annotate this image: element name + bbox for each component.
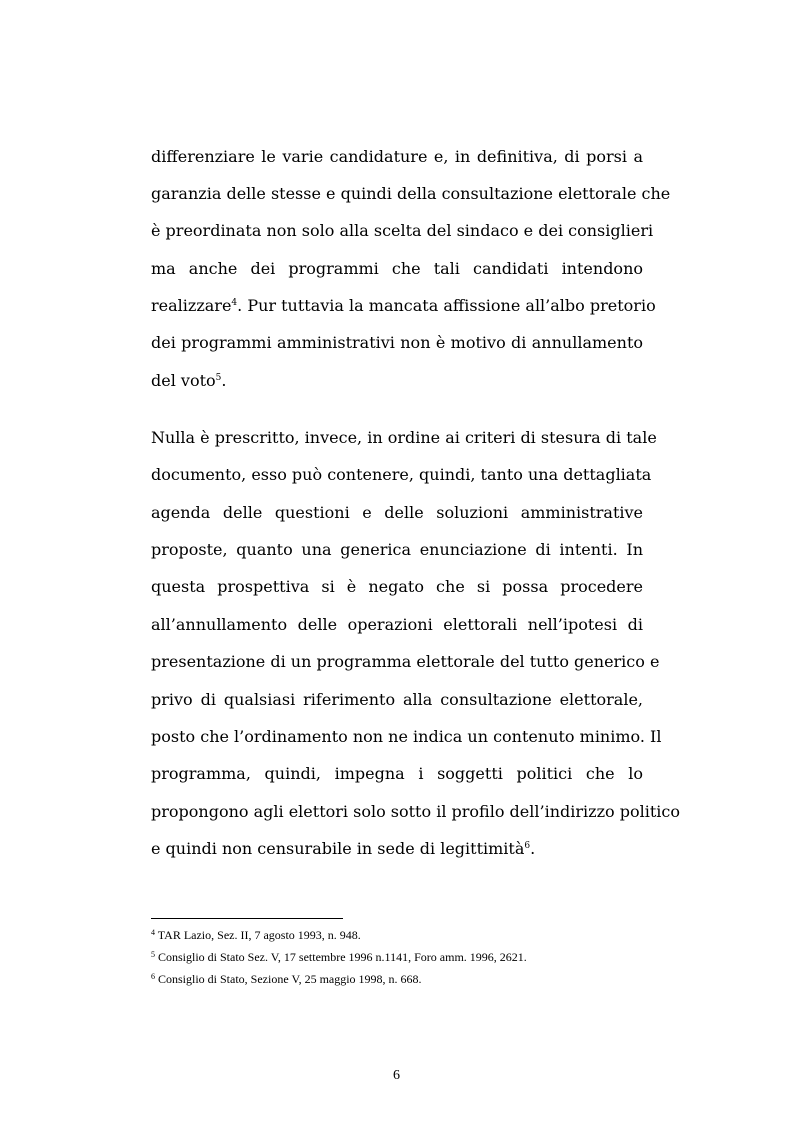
paragraph-line: privo di qualsiasi riferimento alla consultazione elettorale, bbox=[151, 690, 643, 709]
paragraph-text: . bbox=[221, 371, 227, 390]
footnote-number: 4 bbox=[151, 928, 155, 937]
paragraph-line: programma, quindi, impegna i soggetti politici che lo bbox=[151, 764, 643, 783]
paragraph-line: proposte, quanto una generica enunciazione di intenti. In bbox=[151, 540, 643, 559]
footnote-text: TAR Lazio, Sez. II, 7 agosto 1993, n. 948. bbox=[155, 928, 361, 942]
paragraph-line: posto che l’ordinamento non ne indica un contenuto minimo. Il bbox=[151, 727, 662, 746]
paragraph-line: Nulla è prescritto, invece, in ordine ai criteri di stesura di tale bbox=[151, 428, 657, 447]
paragraph-line: questa prospettiva si è negato che si possa procedere bbox=[151, 577, 643, 596]
paragraph-line: all’annullamento delle operazioni elettorali nell’ipotesi di bbox=[151, 615, 643, 634]
paragraph-text: . Pur tuttavia la mancata affissione all’albo pretorio bbox=[237, 296, 656, 315]
footnote-4 bbox=[151, 928, 711, 942]
paragraph-line: è preordinata non solo alla scelta del sindaco e dei consiglieri bbox=[151, 221, 654, 240]
paragraph-line: presentazione di un programma elettorale del tutto generico e bbox=[151, 652, 660, 671]
footnote-text: Consiglio di Stato Sez. V, 17 settembre 1996 n.1141, Foro amm. 1996, 2621. bbox=[155, 950, 527, 964]
paragraph-text: del voto bbox=[151, 371, 216, 390]
footnote-number: 6 bbox=[151, 972, 155, 981]
paragraph-line: dei programmi amministrativi non è motivo di annullamento bbox=[151, 333, 643, 352]
paragraph-text: . bbox=[530, 839, 536, 858]
paragraph-text: e quindi non censurabile in sede di legittimità bbox=[151, 839, 525, 858]
footnote-ref-4[interactable]: 4 bbox=[231, 298, 238, 308]
footnote-separator bbox=[151, 918, 343, 919]
paragraph-line: agenda delle questioni e delle soluzioni amministrative bbox=[151, 503, 643, 522]
footnote-ref-6[interactable]: 6 bbox=[524, 841, 531, 851]
paragraph-line: garanzia delle stesse e quindi della consultazione elettorale che bbox=[151, 184, 671, 203]
paragraph-line bbox=[151, 839, 643, 859]
page-number: 6 bbox=[393, 1068, 400, 1083]
paragraph-line: ma anche dei programmi che tali candidati intendono bbox=[151, 259, 643, 278]
paragraph-text: realizzare bbox=[151, 296, 232, 315]
paragraph-line: propongono agli elettori solo sotto il profilo dell’indirizzo politico bbox=[151, 802, 680, 821]
paragraph-line: differenziare le varie candidature e, in definitiva, di porsi a bbox=[151, 147, 643, 166]
footnote-ref-5[interactable]: 5 bbox=[215, 373, 222, 383]
paragraph-line bbox=[151, 371, 643, 391]
paragraph-line bbox=[151, 296, 656, 316]
footnote-5 bbox=[151, 950, 711, 964]
footnote-number: 5 bbox=[151, 950, 155, 959]
paragraph-line: documento, esso può contenere, quindi, tanto una dettagliata bbox=[151, 465, 652, 484]
footnote-text: Consiglio di Stato, Sezione V, 25 maggio 1998, n. 668. bbox=[155, 972, 422, 986]
footnote-6 bbox=[151, 972, 711, 986]
